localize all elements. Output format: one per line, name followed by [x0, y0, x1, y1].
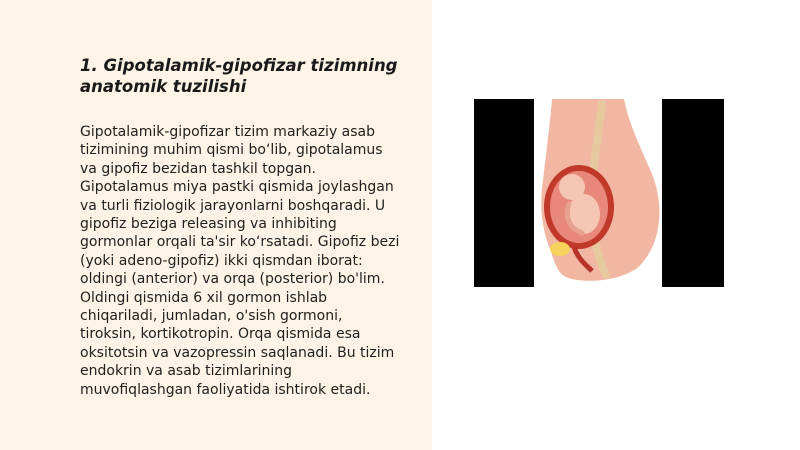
slide-body-text: Gipotalamik-gipofizar tizim markaziy asab tizimining muhim qismi bo‘lib, gipotalamus va gipofiz bezidan tashkil topgan. Gipotalamus miya pastki qismida joylashgan va turli fiziologik jarayonlarni boshqaradi. U gipofiz beziga releasing va inhibiting gormonlar orqali ta'sir ko‘rsatadi. Gipofiz bezi (yoki adeno-gipofiz) ikki qismdan iborat: oldingi (anterior) va orqa (posterior) bo'lim. Oldingi qismida 6 xil gormon ishlab chiqariladi, jumladan, o'sish gormoni, tiroksin, kortikotropin. Orqa qismida esa oksitotsin va vazopressin saqlanadi. Bu tizim endokrin va asab tizimlarining muvofiqlashgan faoliyatida ishtirok etadi. — [80, 124, 400, 398]
pregnancy-anatomy-illustration-icon — [474, 99, 724, 287]
slide-title: 1. Gipotalamik-gipofizar tizimning anatomik tuzilishi — [80, 56, 398, 96]
anatomy-figure — [474, 99, 724, 287]
